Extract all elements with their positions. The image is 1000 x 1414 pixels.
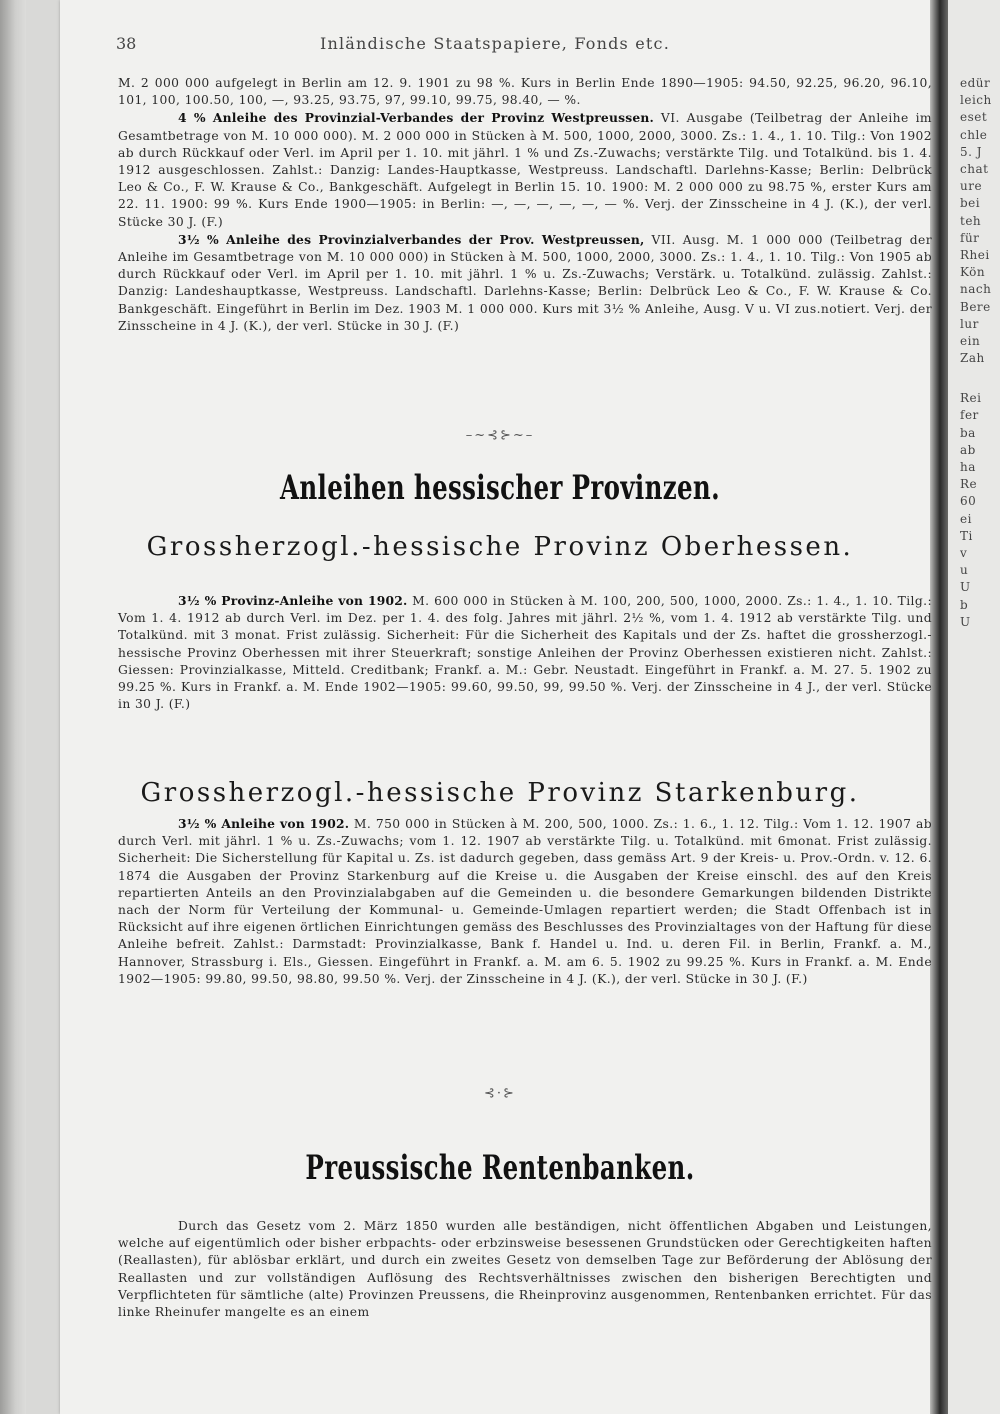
- oberhessen-section: [118, 592, 932, 713]
- subheading-starkenburg: Grossherzogl.-hessische Provinz Starkenburg.: [140, 778, 860, 808]
- adjacent-page-fragment: b: [960, 597, 969, 612]
- oberhessen-paragraph: [118, 592, 932, 713]
- section-heading-hessen: Anleihen hessischer Provinzen.: [280, 468, 720, 508]
- book-gutter: [930, 0, 948, 1414]
- adjacent-page-fragment: ab: [960, 442, 976, 457]
- adjacent-page-fragment: chle: [960, 127, 988, 142]
- adjacent-page-fragment: ha: [960, 460, 976, 474]
- subheading-oberhessen: Grossherzogl.-hessische Provinz Oberhessen.: [146, 532, 854, 562]
- westpreussen-section: [118, 75, 932, 335]
- adjacent-page-fragment: v: [960, 546, 968, 560]
- adjacent-page-fragment: Bere: [960, 299, 991, 314]
- adjacent-page-fragment: U: [960, 580, 971, 595]
- adjacent-page-fragment: ein: [960, 334, 981, 348]
- rentenbanken-paragraph: Durch das Gesetz vom 2. März 1850 wurden alle beständigen, nicht öffentlichen Abgaben und Leistungen, welche auf eigentümlich oder bisher erbpachts- oder erbzinsweise besessenen Grundstücken oder Gerechtigkeiten haften (Reallasten), für ablösbar erklärt, und durch ein zweites Gesetz von demselben Tage zur Beförderung der Ablösung der Reallasten und zur vollständigen Auflösung des Rechtsverhältnisses zwischen den bisherigen Berechtigten und Verpflichteten für sämtliche (alte) Provinzen Preussens, die Rheinprovinz ausgenommen, Rentenbanken errichtet. Für das linke Rheinufer mangelte es an einem: [118, 1219, 932, 1320]
- adjacent-page-fragment: leich: [960, 93, 992, 108]
- scan-edge: [0, 0, 26, 1414]
- starkenburg-section: [118, 815, 932, 988]
- adjacent-page-fragment: ei: [960, 511, 972, 526]
- oberhessen-bond-title: 3½ % Provinz-Anleihe von 1902.: [178, 593, 408, 608]
- section-heading-rentenbanken: Preussische Rentenbanken.: [305, 1148, 695, 1188]
- adjacent-page-fragment: ure: [960, 179, 983, 194]
- adjacent-page-fragment: Zah: [960, 351, 985, 366]
- adjacent-page-fragment: für: [960, 230, 980, 245]
- page-number: 38: [116, 34, 137, 53]
- westpreussen-paragraph-2: [118, 109, 932, 230]
- adjacent-page-fragment: bei: [960, 196, 981, 211]
- starkenburg-paragraph: [118, 815, 932, 988]
- adjacent-page-fragment: edür: [960, 76, 991, 90]
- adjacent-page-fragment: eset: [960, 110, 988, 125]
- adjacent-page-fragment: U: [960, 614, 971, 629]
- running-header: [60, 34, 930, 54]
- bond-title-3half-pct: 3½ % Anleihe des Provinzialverbandes der Prov. Westpreussen,: [178, 231, 645, 247]
- adjacent-page-fragment: ba: [960, 425, 976, 440]
- adjacent-page-fragment: lur: [960, 316, 979, 331]
- oberhessen-bond-text: M. 600 000 in Stücken à M. 100, 200, 500, 1000, 2000. Zs.: 1. 4., 1. 10. Tilg.: Vom 1. 4. 1912 ab durch Verl. im Dez. per 1. 4. des folg. Jahres mit jährl. 2½ %, vom 1. 4. 1912 ab verstärkte Tilg. und Totalkünd. mit 3 monat. Frist zulässig. Sicherheit: Für die Sicherheit des Kapitals und der Zs. haftet die grossherzogl.-hessische Provinz Oberhessen mit ihrer Steuerkraft; sonstige Anleihen der Provinz Oberhessen existieren nicht. Zahlst.: Giessen: Provinzialkasse, Mitteld. Creditbank; Frankf. a. M.: Gebr. Neustadt. Eingeführt in Frankf. a. M. 27. 5. 1902 zu 99.25 %. Kurs in Frankf. a. M. Ende 1902—1905: 99.60, 99.50, 99, 99.50 %. Verj. der Zinsscheine in 4 J., der verl. Stücke in 30 J. (F.): [118, 594, 932, 712]
- starkenburg-bond-title: 3½ % Anleihe von 1902.: [178, 816, 350, 831]
- running-title: Inländische Staatspapiere, Fonds etc.: [319, 34, 671, 53]
- section-ornament-2: ⊰·⊱: [484, 1086, 516, 1101]
- bond-title-4pct: 4 % Anleihe des Provinzial-Verbandes der Provinz Westpreussen.: [178, 110, 654, 126]
- adjacent-page-fragment: nach: [960, 282, 992, 297]
- bond-text-4pct: VI. Ausgabe (Teilbetrag der Anleihe im Gesamtbetrage von M. 10 000 000). M. 2 000 000 in Stücken à M. 500, 1000, 2000, 3000. Zs.: 1. 4., 1. 10. Tilg.: Von 1902 ab durch Rückkauf oder Verl. im April per 1. 10. mit jährl. 1 % und Zs.-Zuwachs; verstärkte Tilg. und Totalkünd. bis 1. 4. 1912 ausgeschlossen. Zahlst.: Danzig: Landes-Hauptkasse, Westpreuss. Landschaftl. Darlehns-Kasse; Berlin: Delbrück Leo & Co., F. W. Krause & Co., Bankgeschäft. Aufgelegt in Berlin 15. 10. 1900: M. 2 000 000 zu 98.75 %, erster Kurs am 22. 11. 1900: 99 %. Kurs Ende 1900—1905: in Berlin: —, —, —, —, —, — %. Verj. der Zinsscheine in 4 J. (K.), der verl. Stücke 30 J. (F.): [118, 111, 932, 229]
- rentenbanken-section: [118, 1218, 932, 1321]
- adjacent-page-fragment: Re: [960, 477, 978, 492]
- adjacent-page-fragment: u: [960, 563, 969, 578]
- adjacent-page-fragment: Ti: [960, 528, 973, 543]
- section-ornament-1: –~⊰⊱~–: [465, 428, 535, 443]
- adjacent-page-fragment: 60: [960, 494, 977, 509]
- adjacent-page-fragment: teh: [960, 213, 982, 228]
- adjacent-page-fragment: chat: [960, 162, 989, 176]
- adjacent-page-fragment: Kön: [960, 265, 986, 280]
- westpreussen-paragraph-3: [118, 231, 932, 335]
- westpreussen-paragraph-1: M. 2 000 000 aufgelegt in Berlin am 12. 9. 1901 zu 98 %. Kurs in Berlin Ende 1890—1905: 94.50, 92.25, 96.20, 96.10, 101, 100, 100.50, 100, —, 93.25, 93.75, 97, 99.10, 99.75, 98.40, — %.: [118, 76, 932, 108]
- adjacent-page-edge: [948, 0, 1000, 1414]
- adjacent-page-fragment: Rei: [960, 391, 982, 406]
- starkenburg-bond-text: M. 750 000 in Stücken à M. 200, 500, 1000. Zs.: 1. 6., 1. 12. Tilg.: Vom 1. 12. 1907 ab durch Verl. mit jährl. 1 % u. Zs.-Zuwachs; vom 1. 12. 1907 ab verstärkte Tilg. u. Totalkünd. mit 6monat. Frist zulässig. Sicherheit: Die Sicherstellung für Kapital u. Zs. ist dadurch gegeben, dass gemäss Art. 9 der Kreis- u. Prov.-Ordn. v. 12. 6. 1874 die Ausgaben der Provinz Starkenburg auf die Kreise u. die Ausgaben der Kreise einschl. des auf den Kreis repartierten Anteils an den Provinzialabgaben auf die Gemeinden u. die besondere Gemarkungen bildenden Distrikte nach der Norm für Verteilung der Kommunal- u. Gemeinde-Umlagen repartiert werden; die Stadt Offenbach ist in Rücksicht auf ihre eigenen örtlichen Einrichtungen gemäss des Beschlusses des Provinzialtages von der Haftung für diese Anleihe befreit. Zahlst.: Darmstadt: Provinzialkasse, Bank f. Handel u. Ind. u. deren Fil. in Berlin, Frankf. a. M., Hannover, Strassburg i. Els., Giessen. Eingeführt in Frankf. a. M. am 6. 5. 1902 zu 99.25 %. Kurs in Frankf. a. M. Ende 1902—1905: 99.80, 99.50, 98.80, 99.50 %. Verj. der Zinsscheine in 4 J. (K.), der verl. Stücke in 30 J. (F.): [118, 817, 933, 986]
- adjacent-page-fragment: 5. J: [960, 144, 983, 159]
- adjacent-page-fragment: fer: [960, 408, 979, 423]
- bond-text-3half-pct: VII. Ausg. M. 1 000 000 (Teilbetrag der Anleihe im Gesamtbetrage von M. 10 000 000) in Stücken à M. 500, 1000, 2000, 3000. Zs.: 1. 4., 1. 10. Tilg.: Von 1905 ab durch Rückkauf oder Verl. im April per 1. 10. mit jährl. 1 % u. Zs.-Zuwachs; Verstärk. u. Totalkünd. zulässig. Zahlst.: Danzig: Landeshauptkasse, Westpreuss. Landschaftl. Darlehns-Kasse; Berlin: Delbrück Leo & Co., F. W. Krause & Co. Bankgeschäft. Eingeführt in Berlin im Dez. 1903 M. 1 000 000. Kurs mit 3½ % Anleihe, Ausg. V u. VI zus.notiert. Verj. der Zinsscheine in 4 J. (K.), der verl. Stücke in 30 J. (F.): [118, 232, 932, 333]
- adjacent-page-fragment: Rhei: [960, 248, 990, 262]
